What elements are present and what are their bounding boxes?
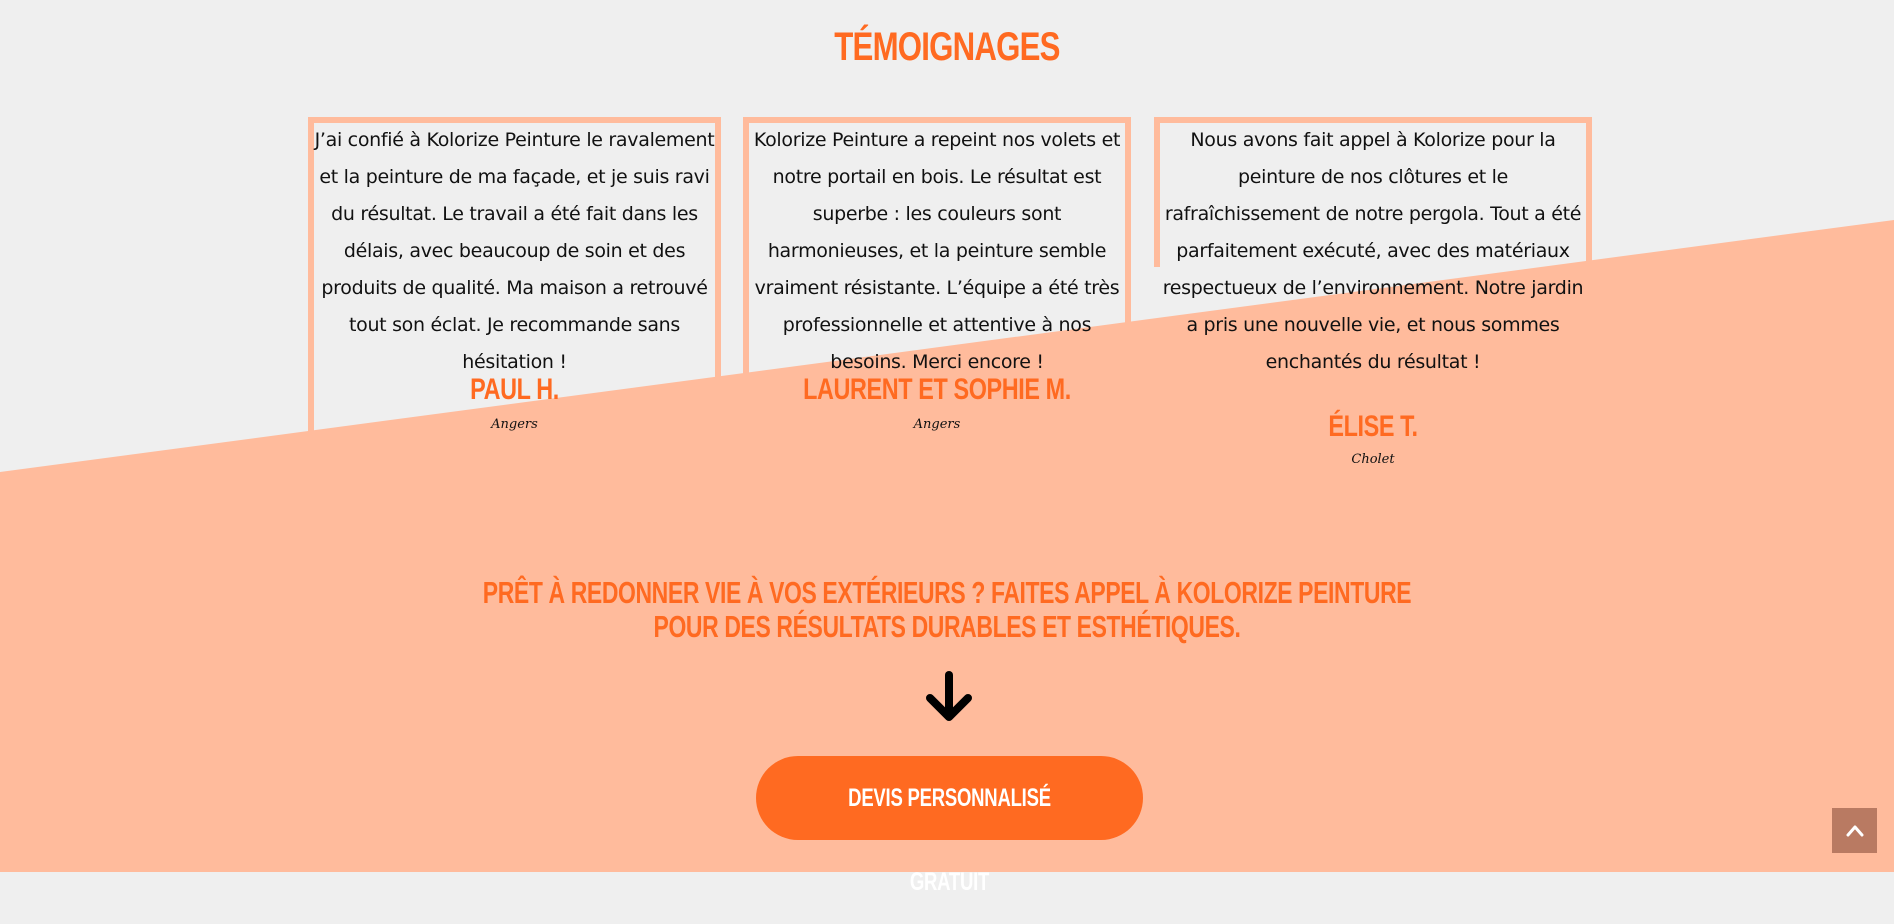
testimonial-city: Cholet: [1351, 452, 1395, 467]
cta-heading-line-1: PRÊT À REDONNER VIE À VOS EXTÉRIEURS ? FAITES APPEL À KOLORIZE PEINTURE: [482, 575, 1412, 610]
cta-heading-line-2: POUR DES RÉSULTATS DURABLES ET ESTHÉTIQUES.: [653, 609, 1241, 644]
testimonial-author: ÉLISE T.: [1328, 410, 1418, 443]
arrow-down-icon: [922, 670, 976, 724]
scroll-to-top-button[interactable]: [1832, 808, 1877, 853]
testimonial-city: Angers: [913, 417, 961, 432]
free-quote-button-label: DEVIS PERSONNALISÉ GRATUIT: [848, 784, 1051, 896]
testimonial-author: PAUL H.: [470, 373, 559, 406]
testimonial-quote: Kolorize Peinture a repeint nos volets et notre portail en bois. Le résultat est superbe : les couleurs sont harmonieuses, et la peinture semble vraiment résistante. L’équipe a été très professionnelle et attentive à nos besoins. Merci encore !: [753, 129, 1121, 373]
testimonial-quote: Nous avons fait appel à Kolorize pour la peinture de nos clôtures et le rafraîchissement de notre pergola. Tout a été parfaitement exécuté, avec des matériaux respectueux de l’environnement. Notre jardin a pris une nouvelle vie, et nous sommes enchantés du résultat !: [1162, 129, 1584, 373]
chevron-up-icon: [1844, 820, 1866, 842]
cta-heading: [246, 576, 1648, 644]
testimonial-author: LAURENT ET SOPHIE M.: [803, 373, 1071, 406]
testimonial-city: Angers: [491, 417, 538, 432]
free-quote-button[interactable]: [756, 756, 1143, 896]
testimonials-title: TÉMOIGNAGES: [834, 25, 1060, 69]
testimonial-quote: J’ai confié à Kolorize Peinture le ravalement et la peinture de ma façade, et je suis ravi du résultat. Le travail a été fait dans les délais, avec beaucoup de soin et des produits de qualité. Ma maison a retrouvé tout son éclat. Je recommande sans hésitation !: [314, 129, 715, 373]
